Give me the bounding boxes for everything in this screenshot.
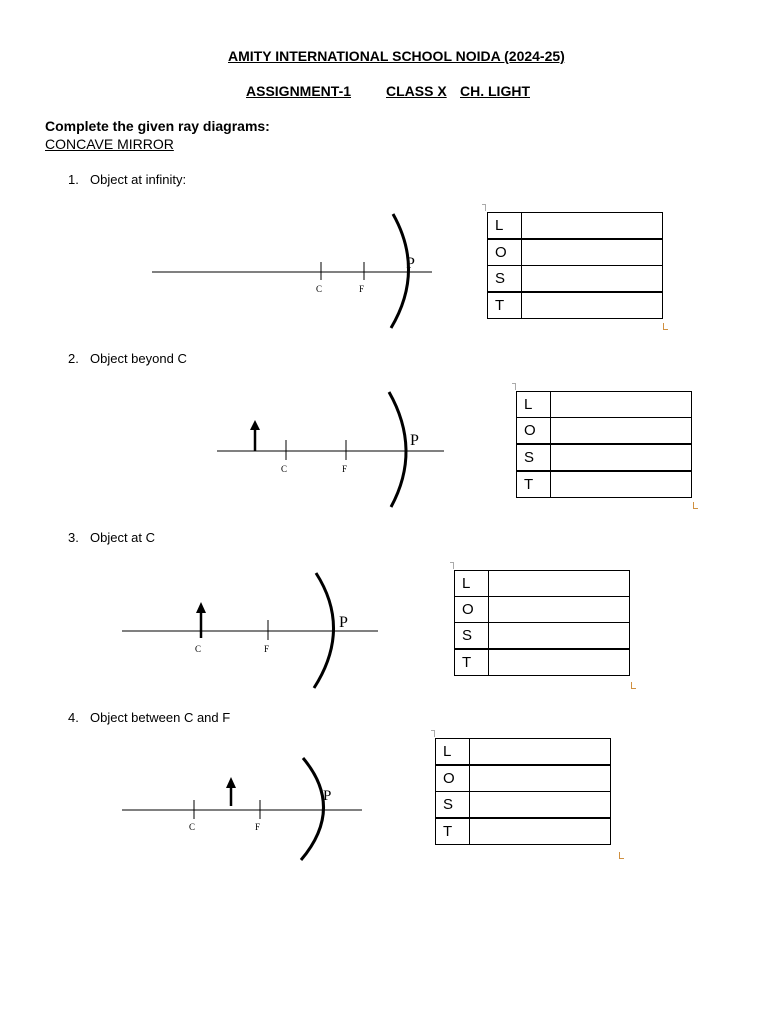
assignment-label: ASSIGNMENT-1 <box>246 83 352 99</box>
pole-label: P <box>323 788 332 804</box>
lost-table-4 <box>435 738 611 845</box>
row-label-l: L <box>517 392 551 418</box>
answer-cell[interactable] <box>522 213 663 240</box>
f-label: F <box>342 464 348 474</box>
answer-cell[interactable] <box>522 239 663 266</box>
row-label-l: L <box>436 739 470 766</box>
concave-mirror <box>301 758 324 860</box>
diagram-1 <box>152 214 432 328</box>
row-label-o: O <box>455 597 489 623</box>
answer-cell[interactable] <box>522 266 663 293</box>
instruction: Complete the given ray diagrams: <box>45 118 270 134</box>
row-label-s: S <box>455 623 489 650</box>
c-label: C <box>281 464 288 474</box>
row-label-l: L <box>455 571 489 597</box>
pole-label: P <box>410 432 419 449</box>
lost-table-3 <box>454 570 630 676</box>
c-label: C <box>195 644 202 654</box>
answer-cell[interactable] <box>489 597 630 623</box>
answer-cell[interactable] <box>551 392 692 418</box>
row-label-o: O <box>488 239 522 266</box>
answer-cell[interactable] <box>489 571 630 597</box>
object-arrow-head <box>226 777 236 788</box>
answer-cell[interactable] <box>470 792 611 819</box>
school-title: AMITY INTERNATIONAL SCHOOL NOIDA (2024-25) <box>228 48 565 64</box>
diagram-2 <box>217 392 444 507</box>
class-label: CLASS X <box>386 83 447 99</box>
row-label-l: L <box>488 213 522 240</box>
question-3: 3. Object at C <box>68 530 156 545</box>
diagram-3 <box>122 573 378 688</box>
answer-cell[interactable] <box>551 418 692 445</box>
concave-mirror <box>389 392 406 507</box>
f-label: F <box>264 644 270 654</box>
object-arrow-head <box>250 420 260 430</box>
question-4: 4. Object between C and F <box>68 710 231 725</box>
row-label-o: O <box>436 765 470 792</box>
answer-cell[interactable] <box>551 471 692 498</box>
c-label: C <box>189 822 196 832</box>
answer-cell[interactable] <box>489 649 630 676</box>
object-arrow-head <box>196 602 206 613</box>
row-label-t: T <box>455 649 489 676</box>
answer-cell[interactable] <box>470 739 611 766</box>
pole-label: P <box>406 255 415 272</box>
pole-label: P <box>339 614 348 631</box>
answer-cell[interactable] <box>551 444 692 471</box>
answer-cell[interactable] <box>470 818 611 845</box>
row-label-t: T <box>436 818 470 845</box>
row-label-t: T <box>488 292 522 319</box>
lost-table-2 <box>516 391 692 498</box>
row-label-t: T <box>517 471 551 498</box>
answer-cell[interactable] <box>522 292 663 319</box>
row-label-s: S <box>517 444 551 471</box>
row-label-s: S <box>488 266 522 293</box>
answer-cell[interactable] <box>470 765 611 792</box>
c-label: C <box>316 284 323 294</box>
lost-table-1 <box>487 212 663 319</box>
chapter-label: CH. LIGHT <box>460 83 530 99</box>
answer-cell[interactable] <box>489 623 630 650</box>
diagram-4 <box>122 758 362 860</box>
section-title: CONCAVE MIRROR <box>45 136 174 152</box>
question-2: 2. Object beyond C <box>68 351 187 366</box>
f-label: F <box>359 284 365 294</box>
question-1: 1. Object at infinity: <box>68 172 187 187</box>
row-label-s: S <box>436 792 470 819</box>
f-label: F <box>255 822 261 832</box>
row-label-o: O <box>517 418 551 445</box>
